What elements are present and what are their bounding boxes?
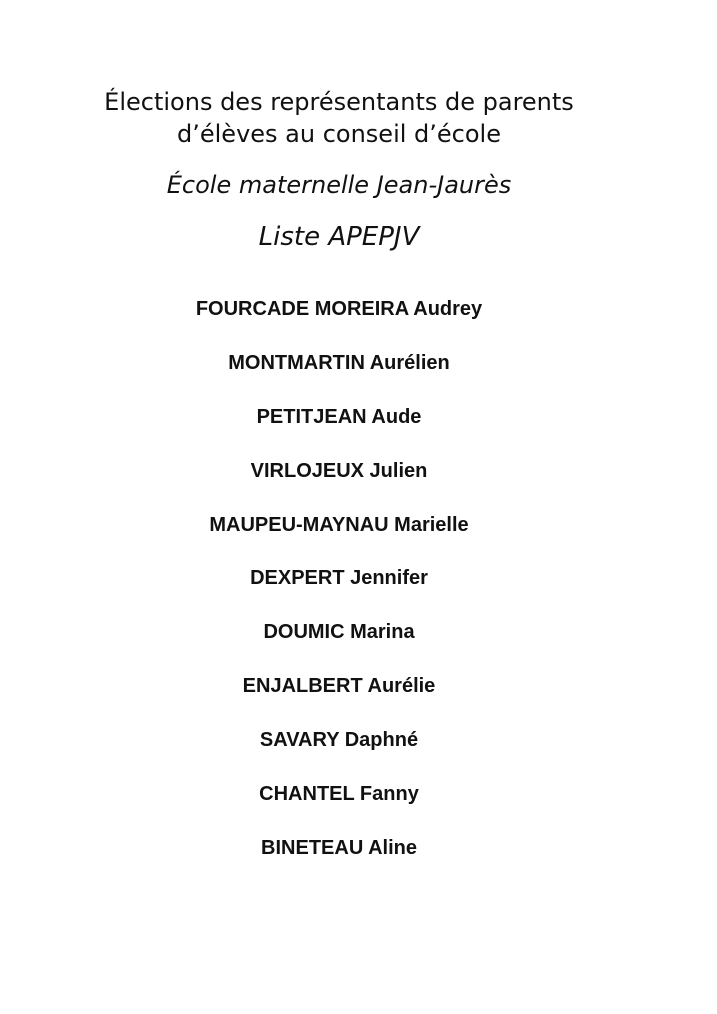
candidate-name: MONTMARTIN Aurélien	[228, 351, 450, 374]
candidate-name: BINETEAU Aline	[261, 836, 417, 859]
candidate-name: MAUPEU-MAYNAU Marielle	[209, 513, 469, 536]
candidate-name: DOUMIC Marina	[263, 621, 415, 644]
candidate-name: PETITJEAN Aude	[256, 405, 422, 428]
candidate-list	[0, 296, 678, 889]
title-line-1: Élections des représentants de parents	[104, 88, 574, 116]
title-line-2: d’élèves au conseil d’école	[177, 120, 501, 148]
candidate-name: FOURCADE MOREIRA Audrey	[195, 298, 483, 320]
list-name: Liste APEPJV	[258, 222, 420, 252]
school-name: École maternelle Jean-Jaurès	[166, 171, 512, 199]
candidate-name: VIRLOJEUX Julien	[250, 459, 428, 482]
candidate-name: ENJALBERT Aurélie	[242, 675, 436, 698]
election-title	[0, 86, 678, 150]
candidate-name: SAVARY Daphné	[259, 729, 419, 752]
candidate-name: DEXPERT Jennifer	[250, 567, 428, 590]
candidate-name: CHANTEL Fanny	[259, 783, 419, 806]
